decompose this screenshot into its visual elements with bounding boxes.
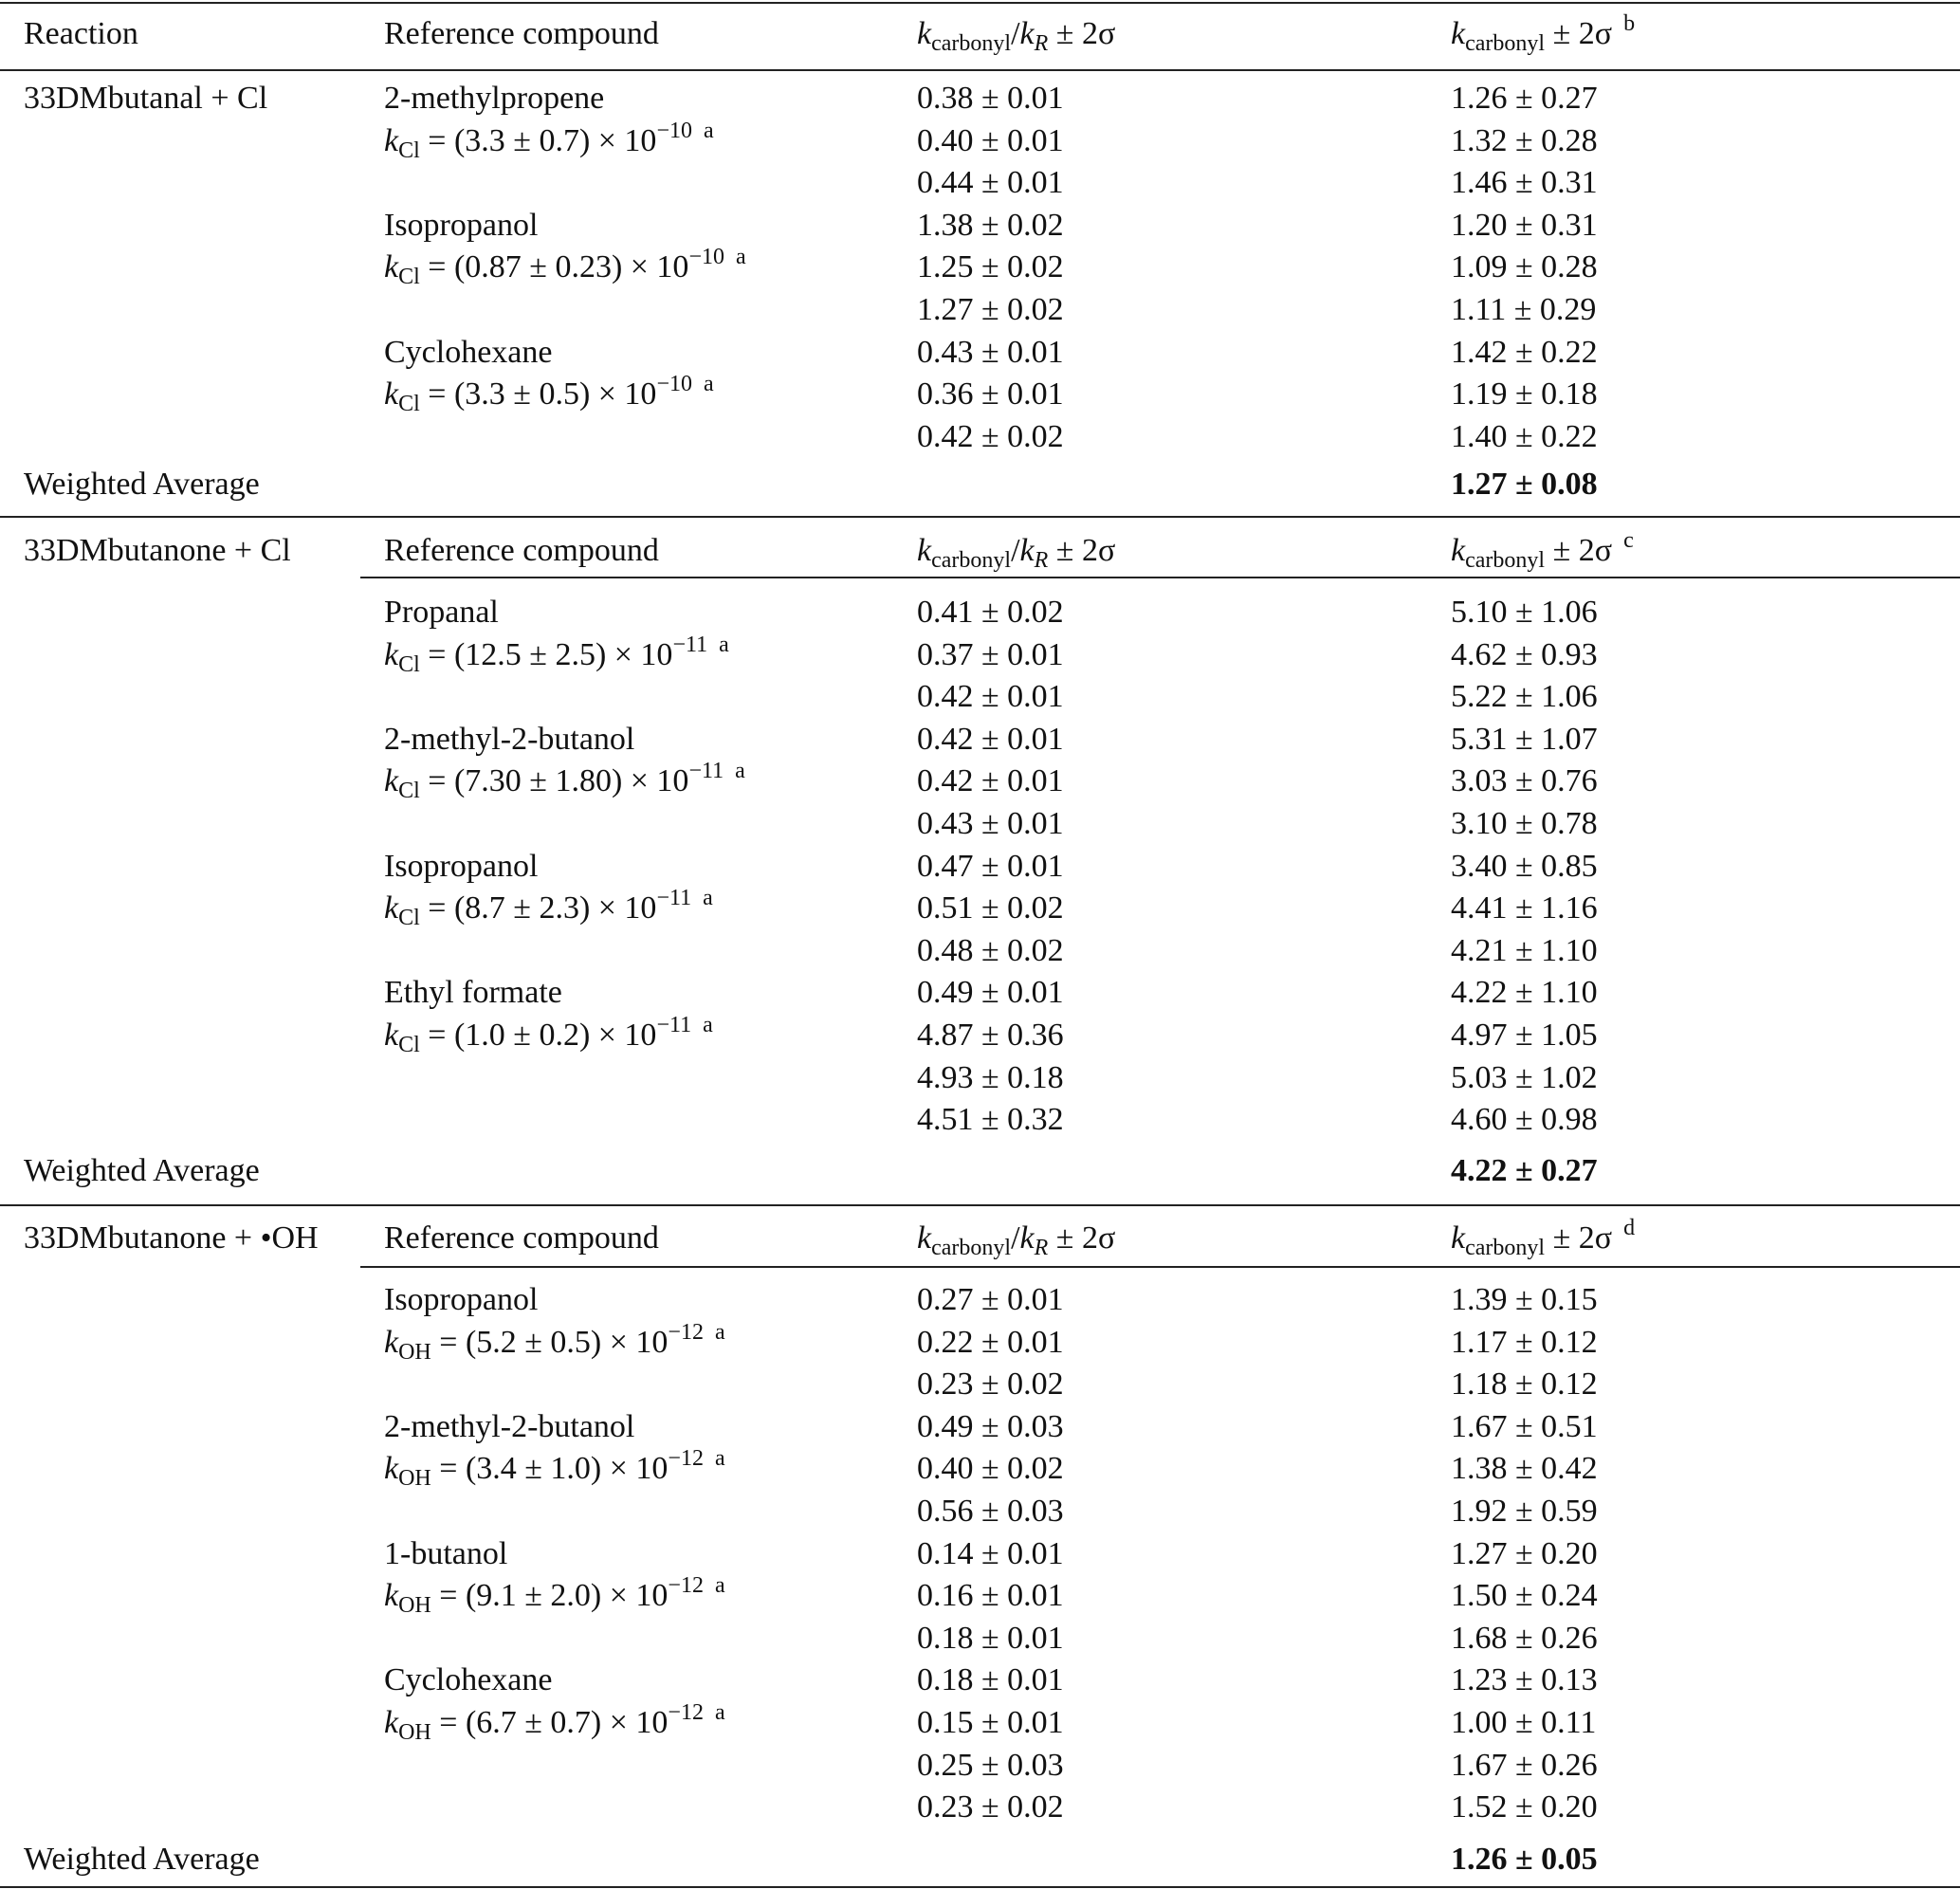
footnote-marker: a bbox=[703, 886, 713, 911]
footnote-marker: a bbox=[703, 118, 714, 143]
ratio-value: 0.41 ± 0.02 bbox=[917, 595, 1064, 630]
ratio-value: 0.38 ± 0.01 bbox=[917, 81, 1064, 116]
rate-constant-value: 3.10 ± 0.78 bbox=[1451, 806, 1598, 841]
rate-constant-value: 1.50 ± 0.24 bbox=[1451, 1578, 1598, 1614]
kR-subscript: R bbox=[1034, 31, 1049, 56]
rate-constant-value: 5.31 ± 1.07 bbox=[1451, 721, 1598, 757]
slash: / bbox=[1011, 533, 1020, 568]
k-symbol: k bbox=[1451, 16, 1466, 51]
rate-value: = (8.7 ± 2.3) × 10 bbox=[419, 890, 657, 926]
header-ratio bbox=[917, 14, 1115, 54]
rate-value: = (5.2 ± 0.5) × 10 bbox=[430, 1324, 669, 1360]
rate-constant-value: 1.00 ± 0.11 bbox=[1451, 1705, 1597, 1740]
k-symbol: k bbox=[384, 763, 399, 799]
reaction-label: 33DMbutanone + •OH bbox=[24, 1220, 319, 1256]
k-subscript: OH bbox=[398, 1339, 431, 1365]
slash: / bbox=[1011, 1220, 1020, 1256]
k-subscript: carbonyl bbox=[931, 31, 1012, 56]
k-symbol: k bbox=[384, 1578, 399, 1614]
ratio-value: 0.40 ± 0.02 bbox=[917, 1451, 1064, 1487]
rate-value: = (0.87 ± 0.23) × 10 bbox=[419, 249, 689, 285]
ratio-value: 4.93 ± 0.18 bbox=[917, 1059, 1064, 1095]
rate-constant-value: 1.92 ± 0.59 bbox=[1451, 1494, 1598, 1529]
uncertainty-label: ± 2σ bbox=[1048, 1220, 1116, 1256]
ratio-value: 0.48 ± 0.02 bbox=[917, 932, 1064, 968]
k-symbol: k bbox=[917, 1220, 932, 1256]
reference-rate-constant bbox=[384, 118, 714, 163]
ratio-value: 0.56 ± 0.03 bbox=[917, 1494, 1064, 1529]
footnote-marker: a bbox=[714, 1446, 725, 1472]
reference-compound-name: 2-methylpropene bbox=[384, 81, 605, 116]
rate-exponent: −12 bbox=[668, 1700, 704, 1725]
rate-value: = (7.30 ± 1.80) × 10 bbox=[419, 763, 689, 799]
rate-value: = (3.3 ± 0.5) × 10 bbox=[419, 376, 657, 413]
rate-constant-value: 1.67 ± 0.26 bbox=[1451, 1747, 1598, 1783]
rate-constant-value: 1.23 ± 0.13 bbox=[1451, 1662, 1598, 1698]
rate-constant-value: 4.22 ± 1.10 bbox=[1451, 975, 1598, 1011]
rate-value: = (3.4 ± 1.0) × 10 bbox=[430, 1451, 669, 1487]
subheader-reference: Reference compound bbox=[384, 533, 659, 568]
k-symbol: k bbox=[384, 636, 399, 672]
reference-compound-name: Isopropanol bbox=[384, 848, 539, 884]
ratio-value: 0.43 ± 0.01 bbox=[917, 806, 1064, 841]
rate-value: = (12.5 ± 2.5) × 10 bbox=[419, 636, 673, 672]
slash: / bbox=[1011, 16, 1020, 51]
ratio-value: 0.42 ± 0.01 bbox=[917, 763, 1064, 799]
k-subscript: Cl bbox=[398, 138, 420, 163]
weighted-average-value: 4.22 ± 0.27 bbox=[1451, 1153, 1598, 1188]
reference-compound-name: Isopropanol bbox=[384, 207, 539, 243]
k-symbol: k bbox=[1451, 533, 1466, 568]
weighted-average-value: 1.27 ± 0.08 bbox=[1451, 467, 1598, 502]
k-subscript: Cl bbox=[398, 1033, 420, 1057]
rate-exponent: −11 bbox=[688, 759, 724, 784]
ratio-value: 0.51 ± 0.02 bbox=[917, 890, 1064, 926]
k-subscript: carbonyl bbox=[931, 1236, 1012, 1260]
rate-exponent: −11 bbox=[672, 632, 708, 657]
ratio-value: 0.36 ± 0.01 bbox=[917, 376, 1064, 413]
subheader-ratio bbox=[917, 531, 1115, 571]
footnote-marker: a bbox=[703, 1013, 713, 1037]
k-symbol: k bbox=[384, 890, 399, 926]
k-subscript: carbonyl bbox=[1465, 31, 1546, 56]
k-symbol: k bbox=[917, 16, 932, 51]
reference-compound-name: Isopropanol bbox=[384, 1282, 539, 1317]
rate-value: = (3.3 ± 0.7) × 10 bbox=[419, 122, 657, 158]
ratio-value: 0.44 ± 0.01 bbox=[917, 165, 1064, 201]
footnote-marker: a bbox=[714, 1573, 725, 1599]
k-subscript: carbonyl bbox=[1465, 1236, 1546, 1260]
rate-constant-value: 5.22 ± 1.06 bbox=[1451, 679, 1598, 715]
rate-exponent: −11 bbox=[656, 1013, 692, 1037]
rate-value: = (6.7 ± 0.7) × 10 bbox=[430, 1705, 669, 1740]
rate-exponent: −12 bbox=[668, 1573, 704, 1599]
rate-constant-value: 3.40 ± 0.85 bbox=[1451, 848, 1598, 884]
rate-constant-value: 4.97 ± 1.05 bbox=[1451, 1018, 1598, 1053]
footnote-marker: b bbox=[1623, 11, 1636, 36]
reference-rate-constant bbox=[384, 1700, 725, 1745]
subheader-value bbox=[1451, 1216, 1636, 1260]
footnote-marker: a bbox=[714, 1319, 725, 1345]
reference-compound-name: 2-methyl-2-butanol bbox=[384, 721, 635, 757]
rate-constant-value: 1.19 ± 0.18 bbox=[1451, 376, 1598, 413]
rate-value: = (1.0 ± 0.2) × 10 bbox=[419, 1018, 657, 1053]
ratio-value: 0.15 ± 0.01 bbox=[917, 1705, 1064, 1740]
reference-rate-constant bbox=[384, 372, 714, 417]
ratio-value: 1.25 ± 0.02 bbox=[917, 249, 1064, 285]
rate-constant-value: 1.17 ± 0.12 bbox=[1451, 1324, 1598, 1360]
ratio-value: 0.23 ± 0.02 bbox=[917, 1789, 1064, 1825]
ratio-value: 0.27 ± 0.01 bbox=[917, 1282, 1064, 1317]
rate-constant-value: 1.27 ± 0.20 bbox=[1451, 1535, 1598, 1571]
reference-compound-name: 1-butanol bbox=[384, 1535, 508, 1571]
ratio-value: 0.16 ± 0.01 bbox=[917, 1578, 1064, 1614]
footnote-marker: a bbox=[719, 632, 729, 657]
k-subscript: OH bbox=[398, 1593, 431, 1619]
subheader-reference: Reference compound bbox=[384, 1220, 659, 1256]
reference-compound-name: Cyclohexane bbox=[384, 1662, 553, 1698]
ratio-value: 0.40 ± 0.01 bbox=[917, 122, 1064, 158]
uncertainty-label: ± 2σ bbox=[1048, 16, 1116, 51]
ratio-value: 0.49 ± 0.03 bbox=[917, 1408, 1064, 1444]
rate-constant-value: 5.10 ± 1.06 bbox=[1451, 595, 1598, 630]
k-subscript: carbonyl bbox=[1465, 548, 1546, 573]
ratio-value: 0.25 ± 0.03 bbox=[917, 1747, 1064, 1783]
rate-constant-value: 1.38 ± 0.42 bbox=[1451, 1451, 1598, 1487]
rate-constant-value: 1.67 ± 0.51 bbox=[1451, 1408, 1598, 1444]
k-subscript: OH bbox=[398, 1720, 431, 1745]
k-symbol: k bbox=[384, 122, 399, 158]
k-symbol: k bbox=[384, 376, 399, 413]
k-symbol: k bbox=[384, 1451, 399, 1487]
table-rule bbox=[0, 1886, 1960, 1888]
reference-rate-constant bbox=[384, 1013, 713, 1057]
footnote-marker: a bbox=[714, 1700, 725, 1725]
k-subscript: carbonyl bbox=[931, 548, 1012, 573]
rate-constant-value: 3.03 ± 0.76 bbox=[1451, 763, 1598, 799]
rate-exponent: −10 bbox=[656, 118, 692, 143]
k-subscript: Cl bbox=[398, 651, 420, 677]
k-symbol: k bbox=[384, 1324, 399, 1360]
k-symbol: k bbox=[1451, 1220, 1466, 1256]
reference-compound-name: 2-methyl-2-butanol bbox=[384, 1408, 635, 1444]
rate-constant-value: 1.42 ± 0.22 bbox=[1451, 334, 1598, 370]
rate-constant-value: 1.18 ± 0.12 bbox=[1451, 1366, 1598, 1403]
rate-constant-value: 5.03 ± 1.02 bbox=[1451, 1059, 1598, 1095]
k-symbol: k bbox=[917, 533, 932, 568]
reaction-label: 33DMbutanone + Cl bbox=[24, 533, 291, 568]
ratio-value: 0.14 ± 0.01 bbox=[917, 1535, 1064, 1571]
rate-constant-value: 4.60 ± 0.98 bbox=[1451, 1102, 1598, 1138]
rate-constant-value: 1.09 ± 0.28 bbox=[1451, 249, 1598, 285]
uncertainty-label: ± 2σ bbox=[1545, 1220, 1613, 1256]
reference-compound-name: Ethyl formate bbox=[384, 975, 562, 1011]
kR-symbol: k bbox=[1019, 533, 1035, 568]
weighted-average-value: 1.26 ± 0.05 bbox=[1451, 1842, 1598, 1877]
rate-constant-value: 4.41 ± 1.16 bbox=[1451, 890, 1598, 926]
weighted-average-label: Weighted Average bbox=[24, 467, 260, 502]
k-subscript: Cl bbox=[398, 392, 420, 417]
k-subscript: Cl bbox=[398, 779, 420, 804]
footnote-marker: c bbox=[1623, 528, 1634, 553]
weighted-average-label: Weighted Average bbox=[24, 1842, 260, 1877]
reference-compound-name: Propanal bbox=[384, 595, 499, 630]
reference-rate-constant bbox=[384, 759, 745, 804]
kR-symbol: k bbox=[1019, 1220, 1035, 1256]
uncertainty-label: ± 2σ bbox=[1545, 533, 1613, 568]
reference-rate-constant bbox=[384, 1319, 725, 1365]
uncertainty-label: ± 2σ bbox=[1048, 533, 1116, 568]
ratio-value: 0.23 ± 0.02 bbox=[917, 1366, 1064, 1403]
ratio-value: 4.51 ± 0.32 bbox=[917, 1102, 1064, 1138]
rate-constant-value: 1.40 ± 0.22 bbox=[1451, 418, 1598, 454]
rate-constant-value: 1.20 ± 0.31 bbox=[1451, 207, 1598, 243]
rate-exponent: −10 bbox=[656, 372, 692, 397]
reference-rate-constant bbox=[384, 1446, 725, 1492]
rate-constant-value: 1.52 ± 0.20 bbox=[1451, 1789, 1598, 1825]
k-subscript: Cl bbox=[398, 906, 420, 931]
rate-constant-value: 4.21 ± 1.10 bbox=[1451, 932, 1598, 968]
ratio-value: 0.43 ± 0.01 bbox=[917, 334, 1064, 370]
reference-compound-name: Cyclohexane bbox=[384, 334, 553, 370]
kR-subscript: R bbox=[1034, 548, 1049, 573]
reference-rate-constant bbox=[384, 632, 729, 677]
ratio-value: 0.18 ± 0.01 bbox=[917, 1620, 1064, 1656]
header-reference: Reference compound bbox=[384, 16, 659, 51]
rate-constant-value: 1.39 ± 0.15 bbox=[1451, 1282, 1598, 1317]
reference-rate-constant bbox=[384, 886, 713, 931]
k-symbol: k bbox=[384, 249, 399, 285]
subheader-ratio bbox=[917, 1219, 1115, 1258]
reference-rate-constant bbox=[384, 245, 746, 290]
k-subscript: OH bbox=[398, 1466, 431, 1492]
weighted-average-label: Weighted Average bbox=[24, 1153, 260, 1188]
ratio-value: 4.87 ± 0.36 bbox=[917, 1018, 1064, 1053]
footnote-marker: d bbox=[1623, 1216, 1636, 1240]
subheader-value bbox=[1451, 528, 1634, 573]
uncertainty-label: ± 2σ bbox=[1545, 16, 1613, 51]
subheader-rule bbox=[360, 1266, 1960, 1268]
rate-exponent: −12 bbox=[668, 1319, 704, 1345]
k-symbol: k bbox=[384, 1018, 399, 1053]
header-value bbox=[1451, 11, 1636, 56]
rate-exponent: −10 bbox=[688, 245, 724, 270]
kR-subscript: R bbox=[1034, 1236, 1049, 1260]
rate-exponent: −12 bbox=[668, 1446, 704, 1472]
rate-constant-value: 4.62 ± 0.93 bbox=[1451, 636, 1598, 672]
ratio-value: 1.27 ± 0.02 bbox=[917, 292, 1064, 327]
table-rule bbox=[0, 2, 1960, 4]
k-subscript: Cl bbox=[398, 265, 420, 290]
rate-exponent: −11 bbox=[656, 886, 692, 911]
ratio-value: 1.38 ± 0.02 bbox=[917, 207, 1064, 243]
rate-constant-value: 1.26 ± 0.27 bbox=[1451, 81, 1598, 116]
footnote-marker: a bbox=[735, 245, 746, 270]
rate-constant-value: 1.68 ± 0.26 bbox=[1451, 1620, 1598, 1656]
table-rule bbox=[0, 69, 1960, 71]
reaction-label: 33DMbutanal + Cl bbox=[24, 81, 268, 116]
ratio-value: 0.22 ± 0.01 bbox=[917, 1324, 1064, 1360]
footnote-marker: a bbox=[703, 372, 714, 397]
subheader-rule bbox=[360, 577, 1960, 578]
reference-rate-constant bbox=[384, 1573, 725, 1619]
ratio-value: 0.49 ± 0.01 bbox=[917, 975, 1064, 1011]
ratio-value: 0.37 ± 0.01 bbox=[917, 636, 1064, 672]
ratio-value: 0.42 ± 0.01 bbox=[917, 721, 1064, 757]
footnote-marker: a bbox=[735, 759, 745, 784]
ratio-value: 0.42 ± 0.01 bbox=[917, 679, 1064, 715]
ratio-value: 0.42 ± 0.02 bbox=[917, 418, 1064, 454]
rate-constant-value: 1.11 ± 0.29 bbox=[1451, 292, 1597, 327]
kR-symbol: k bbox=[1019, 16, 1035, 51]
table-rule bbox=[0, 1204, 1960, 1206]
table-rule bbox=[0, 516, 1960, 518]
ratio-value: 0.47 ± 0.01 bbox=[917, 848, 1064, 884]
rate-constant-value: 1.46 ± 0.31 bbox=[1451, 165, 1598, 201]
ratio-value: 0.18 ± 0.01 bbox=[917, 1662, 1064, 1698]
rate-constant-value: 1.32 ± 0.28 bbox=[1451, 122, 1598, 158]
k-symbol: k bbox=[384, 1705, 399, 1740]
header-reaction: Reaction bbox=[24, 16, 138, 51]
rate-value: = (9.1 ± 2.0) × 10 bbox=[430, 1578, 669, 1614]
